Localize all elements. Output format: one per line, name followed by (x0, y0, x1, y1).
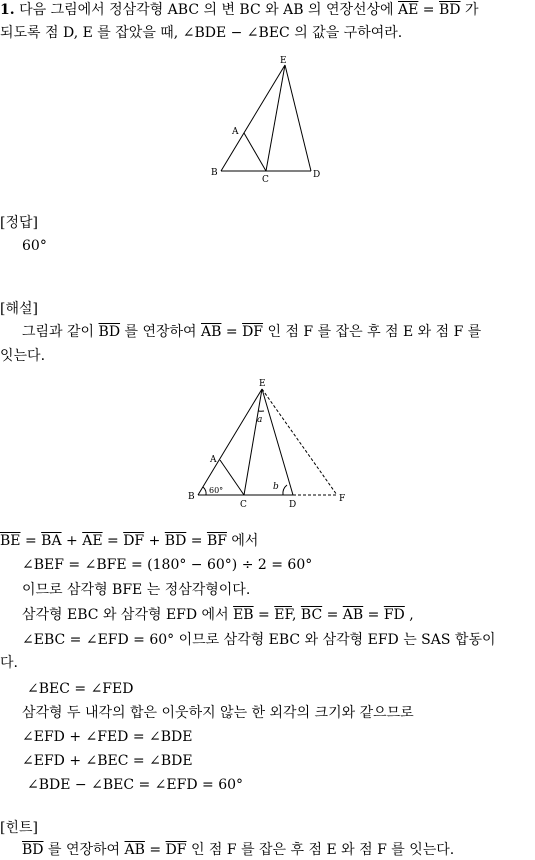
hint-header: [힌트] (0, 818, 38, 838)
figure-triangle-1 (200, 52, 340, 187)
solution-header: [해설] (0, 299, 38, 319)
label-f: F (339, 494, 345, 504)
label-a: A (209, 455, 217, 465)
label-d: D (313, 170, 320, 180)
segment-ef (262, 389, 337, 495)
segment-ed (285, 65, 311, 171)
solution-eq-1: $\overline{BE} = \overline{BA} + \overline{AE} = \overline{DF} + \overline{BD} = \overline{BF}$ 에서 (0, 531, 258, 551)
figure-triangle-2 (180, 374, 355, 512)
answer-header: [정답] (0, 213, 38, 233)
solution-eq-9: ∠EFD + ∠BEC = ∠BDE (22, 751, 193, 771)
solution-eq-4: 삼각형 EBC 와 삼각형 EFD 에서 $\overline{EB} = \overline{EF}$, $\overline{BC} = \overline{AB} = \overline{FD}$ , (22, 605, 414, 625)
label-angle-a: a (257, 415, 262, 425)
problem-number: 1. (0, 2, 15, 18)
label-angle-b: b (273, 482, 279, 492)
solution-eq-6: ∠BEC = ∠FED (27, 679, 133, 699)
segment-ac (244, 133, 266, 171)
angle-arc-b-small (283, 485, 287, 495)
label-b: B (188, 492, 195, 502)
solution-eq-8: ∠EFD + ∠FED = ∠BDE (22, 727, 193, 747)
problem-line-1: 1. 다음 그림에서 정삼각형 ABC 의 변 BC 와 AB 의 연장선상에 $\overline{AE} = \overline{BD}$ 가 (0, 0, 479, 20)
answer-value: 60° (22, 236, 47, 256)
label-d: D (289, 500, 296, 510)
solution-eq-10: ∠BDE − ∠BEC = ∠EFD = 60° (27, 775, 243, 795)
segment-be (198, 389, 262, 495)
segment-ec (244, 389, 262, 495)
label-e: E (259, 379, 266, 389)
solution-eq-2: ∠BEF = ∠BFE = (180° − 60°) ÷ 2 = 60° (22, 555, 312, 575)
label-a: A (231, 127, 239, 137)
segment-ac (220, 460, 244, 495)
solution-intro-line-2: 잇는다. (0, 346, 45, 366)
solution-intro-line-1: 그림과 같이 $\overline{BD}$ 를 연장하여 $\overline{AB} = \overline{DF}$ 인 점 F 를 잡은 후 점 E 와 점 F 를 (22, 322, 481, 342)
label-c: C (262, 175, 269, 185)
label-c: C (240, 500, 247, 510)
solution-eq-5: ∠EBC = ∠EFD = 60° 이므로 삼각형 EBC 와 삼각형 EFD 는 SAS 합동이 (22, 630, 496, 650)
hint-text: $\overline{BD}$ 를 연장하여 $\overline{AB} = \overline{DF}$ 인 점 F 를 잡은 후 점 E 와 점 F 를 잇는다. (22, 840, 454, 860)
label-e: E (280, 56, 287, 66)
problem-line-2: 되도록 점 D, E 를 잡았을 때, ∠BDE − ∠BEC 의 값을 구하여라. (0, 23, 402, 43)
solution-eq-7: 삼각형 두 내각의 합은 이웃하지 않는 한 외각의 크기와 같으므로 (22, 703, 414, 723)
solution-eq-5b: 다. (0, 653, 18, 673)
label-b: B (211, 168, 218, 178)
angle-arc-b (203, 487, 206, 495)
solution-eq-3: 이므로 삼각형 BFE 는 정삼각형이다. (22, 580, 250, 600)
label-angle-60: 60° (209, 486, 223, 495)
segment-ed (262, 389, 293, 495)
